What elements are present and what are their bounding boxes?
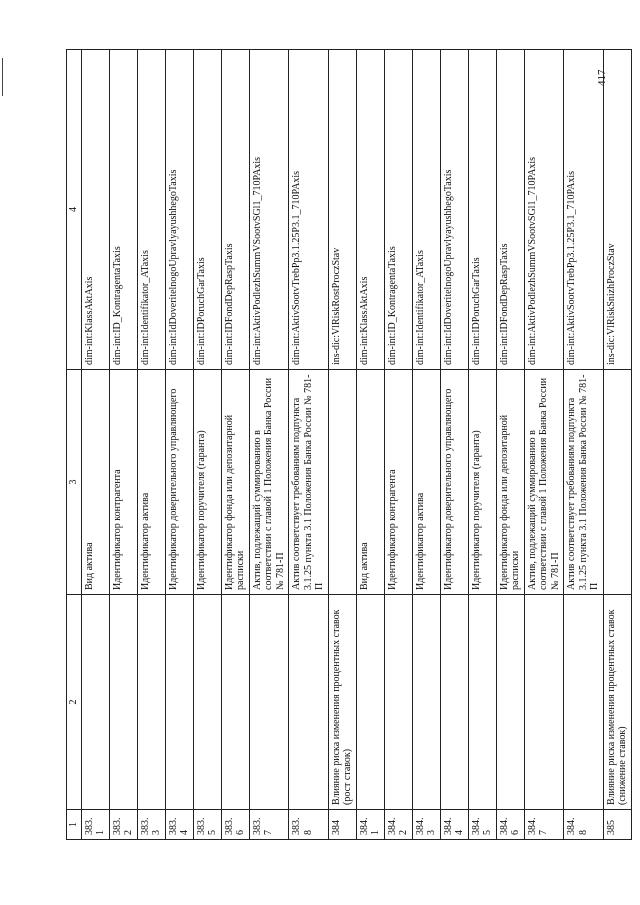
code-cell: ins-dic:VlRiskSnizhProczStav	[603, 50, 631, 370]
description-cell: Актив, подлежащий суммированию в соответствии с главой 1 Положения Банка России № 781-П	[524, 370, 564, 595]
indicator-name-cell	[384, 595, 412, 810]
code-cell: dim-int:AktivSootvTrebPp3.1.25P3.1_710PAxis	[289, 50, 329, 370]
row-number-cell: 384.6	[496, 810, 524, 840]
description-cell: Идентификатор доверительного управляющего	[165, 370, 193, 595]
row-number-cell: 383.4	[165, 810, 193, 840]
table-row	[193, 50, 221, 840]
indicator-name-cell	[468, 595, 496, 810]
indicator-name-cell: Влияние риска изменения процентных ставок (снижение ставок)	[603, 595, 631, 810]
header-cell: 2	[67, 595, 82, 810]
description-cell: Вид актива	[356, 370, 384, 595]
code-cell: dim-int:ID_KontragentaTaxis	[109, 50, 137, 370]
table-row	[384, 50, 412, 840]
table-row	[468, 50, 496, 840]
code-cell: dim-int:Identifikator_ATaxis	[412, 50, 440, 370]
table-row	[524, 50, 564, 840]
indicator-name-cell	[440, 595, 468, 810]
header-cell: 3	[67, 370, 82, 595]
description-cell: Идентификатор актива	[137, 370, 165, 595]
description-cell: Идентификатор фонда или депозитарной расписки	[221, 370, 249, 595]
code-cell: dim-int:IDPoruchGarTaxis	[193, 50, 221, 370]
table-row	[603, 50, 631, 840]
row-number-cell: 384.1	[356, 810, 384, 840]
code-cell: ins-dic:VlRiskRostProczStav	[328, 50, 356, 370]
description-cell: Вид актива	[81, 370, 109, 595]
rotated-table-container	[66, 50, 628, 840]
table-row	[328, 50, 356, 840]
indicator-name-cell	[524, 595, 564, 810]
description-cell	[328, 370, 356, 595]
row-number-cell: 383.5	[193, 810, 221, 840]
row-number-cell: 383.2	[109, 810, 137, 840]
description-cell: Идентификатор поручителя (гаранта)	[193, 370, 221, 595]
code-cell: dim-int:Identifikator_ATaxis	[137, 50, 165, 370]
indicator-name-cell	[564, 595, 604, 810]
table-row	[356, 50, 384, 840]
description-cell: Актив, подлежащий суммированию в соответствии с главой 1 Положения Банка России № 781-П	[249, 370, 289, 595]
description-cell: Идентификатор поручителя (гаранта)	[468, 370, 496, 595]
code-cell: dim-int:ID_KontragentaTaxis	[384, 50, 412, 370]
table-row	[564, 50, 604, 840]
row-number-cell: 383.6	[221, 810, 249, 840]
code-cell: dim-int:AktivPodlezhSummVSootvSGl1_710PAxis	[524, 50, 564, 370]
table-row	[496, 50, 524, 840]
header-row	[67, 50, 82, 840]
table-row	[109, 50, 137, 840]
table-row	[440, 50, 468, 840]
indicator-name-cell	[109, 595, 137, 810]
table-row	[221, 50, 249, 840]
row-number-cell: 383.3	[137, 810, 165, 840]
indicator-name-cell	[137, 595, 165, 810]
row-number-cell: 383.8	[289, 810, 329, 840]
description-cell: Актив соответствует требованиям подпункта 3.1.25 пункта 3.1 Положения Банка России № 781-П	[564, 370, 604, 595]
indicator-name-cell	[165, 595, 193, 810]
indicator-name-cell	[356, 595, 384, 810]
table-row	[412, 50, 440, 840]
row-number-cell: 384.4	[440, 810, 468, 840]
margin-mark	[2, 58, 3, 96]
table-row	[81, 50, 109, 840]
row-number-cell: 384	[328, 810, 356, 840]
indicator-name-cell	[412, 595, 440, 810]
row-number-cell: 384.7	[524, 810, 564, 840]
row-number-cell: 385	[603, 810, 631, 840]
indicator-name-cell	[496, 595, 524, 810]
indicator-name-cell	[221, 595, 249, 810]
code-cell: dim-int:IDFondDepRaspTaxis	[496, 50, 524, 370]
description-cell	[603, 370, 631, 595]
description-cell: Актив соответствует требованиям подпункта 3.1.25 пункта 3.1 Положения Банка России № 781-П	[289, 370, 329, 595]
code-cell: dim-int:KlassAktAxis	[81, 50, 109, 370]
code-cell: dim-int:IdDoveritelnogoUpravlyayushhegoTaxis	[165, 50, 193, 370]
table-row	[137, 50, 165, 840]
row-number-cell: 384.5	[468, 810, 496, 840]
code-cell: dim-int:AktivPodlezhSummVSootvSGl1_710PAxis	[249, 50, 289, 370]
description-cell: Идентификатор доверительного управляющего	[440, 370, 468, 595]
code-cell: dim-int:IDFondDepRaspTaxis	[221, 50, 249, 370]
code-cell: dim-int:AktivSootvTrebPp3.1.25P3.1_710PAxis	[564, 50, 604, 370]
indicator-name-cell	[81, 595, 109, 810]
header-cell: 1	[67, 810, 82, 840]
row-number-cell: 384.3	[412, 810, 440, 840]
table-row	[289, 50, 329, 840]
description-cell: Идентификатор актива	[412, 370, 440, 595]
indicator-name-cell: Влияние риска изменения процентных ставок (рост ставок)	[328, 595, 356, 810]
table-row	[249, 50, 289, 840]
description-cell: Идентификатор фонда или депозитарной расписки	[496, 370, 524, 595]
code-cell: dim-int:IdDoveritelnogoUpravlyayushhegoTaxis	[440, 50, 468, 370]
indicator-name-cell	[193, 595, 221, 810]
code-cell: dim-int:KlassAktAxis	[356, 50, 384, 370]
row-number-cell: 383.7	[249, 810, 289, 840]
description-cell: Идентификатор контрагента	[109, 370, 137, 595]
code-cell: dim-int:IDPoruchGarTaxis	[468, 50, 496, 370]
description-cell: Идентификатор контрагента	[384, 370, 412, 595]
page-number: 417	[596, 69, 608, 86]
header-cell: 4	[67, 50, 82, 370]
indicator-name-cell	[289, 595, 329, 810]
table-row	[165, 50, 193, 840]
row-number-cell: 384.2	[384, 810, 412, 840]
indicator-name-cell	[249, 595, 289, 810]
data-table	[66, 49, 632, 840]
row-number-cell: 384.8	[564, 810, 604, 840]
row-number-cell: 383.1	[81, 810, 109, 840]
